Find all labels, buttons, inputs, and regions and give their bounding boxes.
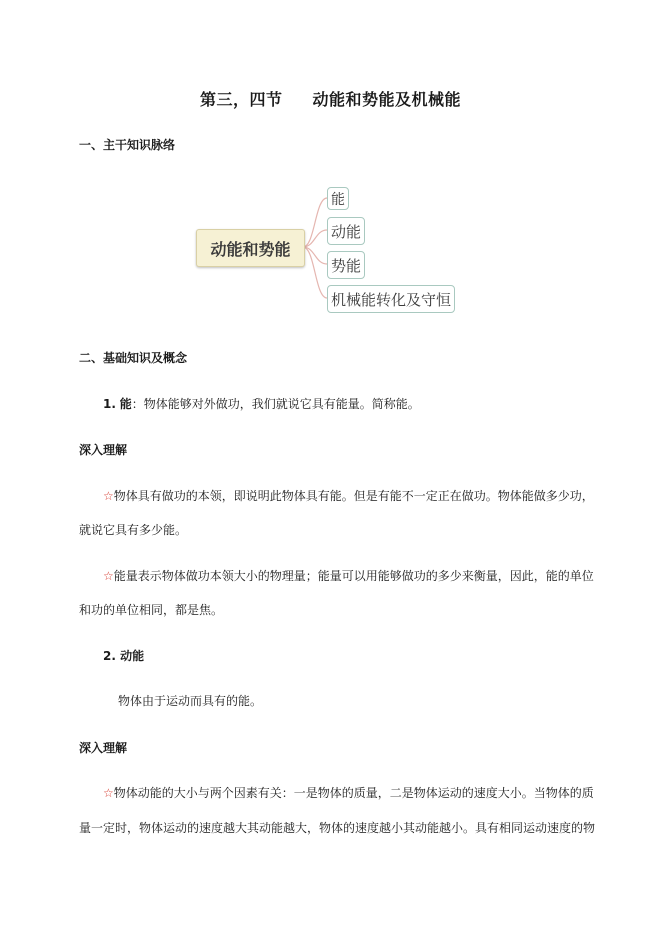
item1-text: ：物体能够对外做功，我们就说它具有能量。简称能。	[131, 397, 420, 411]
deep1-heading: 深入理解	[79, 443, 128, 457]
item1-number: 1.	[103, 397, 116, 411]
star-icon: ☆	[103, 786, 114, 800]
deep2-heading: 深入理解	[79, 741, 128, 755]
title-topic: 动能和势能及机械能	[312, 90, 462, 109]
mind-map-node-potential: 势能	[327, 251, 365, 279]
section1-heading: 一、主干知识脉络	[79, 138, 176, 152]
item1-label: 能	[119, 397, 132, 411]
mind-map-node-kinetic: 动能	[327, 217, 365, 245]
star-icon: ☆	[103, 569, 114, 583]
item2-label: 动能	[120, 649, 145, 663]
item2-heading	[103, 647, 144, 664]
title-section: 第三，四节	[199, 90, 283, 109]
mind-map	[190, 180, 480, 320]
mind-map-node-energy: 能	[327, 187, 349, 210]
deep1-p2-line1: ☆能量表示物体做功本领大小的物理量；能量可以用能够做功的多少来衡量，因此，能的单位	[103, 569, 594, 583]
item2-text: 物体由于运动而具有的能。	[118, 694, 263, 708]
deep1-p1-line2: 就说它具有多少能。	[79, 523, 188, 537]
deep2-p1-line1: ☆物体动能的大小与两个因素有关：一是物体的质量，二是物体运动的速度大小。当物体的质	[103, 786, 594, 800]
mind-map-node-mechanical: 机械能转化及守恒	[327, 285, 455, 313]
deep1-p1-line1: ☆物体具有做功的本领，即说明此物体具有能。但是有能不一定正在做功。物体能做多少功，	[103, 489, 594, 503]
mind-map-central-node: 动能和势能	[196, 229, 305, 267]
section2-heading: 二、基础知识及概念	[79, 351, 188, 365]
deep1-p2-line2: 和功的单位相同，都是焦。	[79, 603, 224, 617]
deep2-p1-line2: 量一定时，物体运动的速度越大其动能越大，物体的速度越小其动能越小。具有相同运动速度的物	[79, 821, 596, 835]
item2-number: 2.	[103, 649, 116, 663]
star-icon: ☆	[103, 489, 114, 503]
page-title	[0, 87, 661, 110]
item1-paragraph	[103, 395, 420, 412]
